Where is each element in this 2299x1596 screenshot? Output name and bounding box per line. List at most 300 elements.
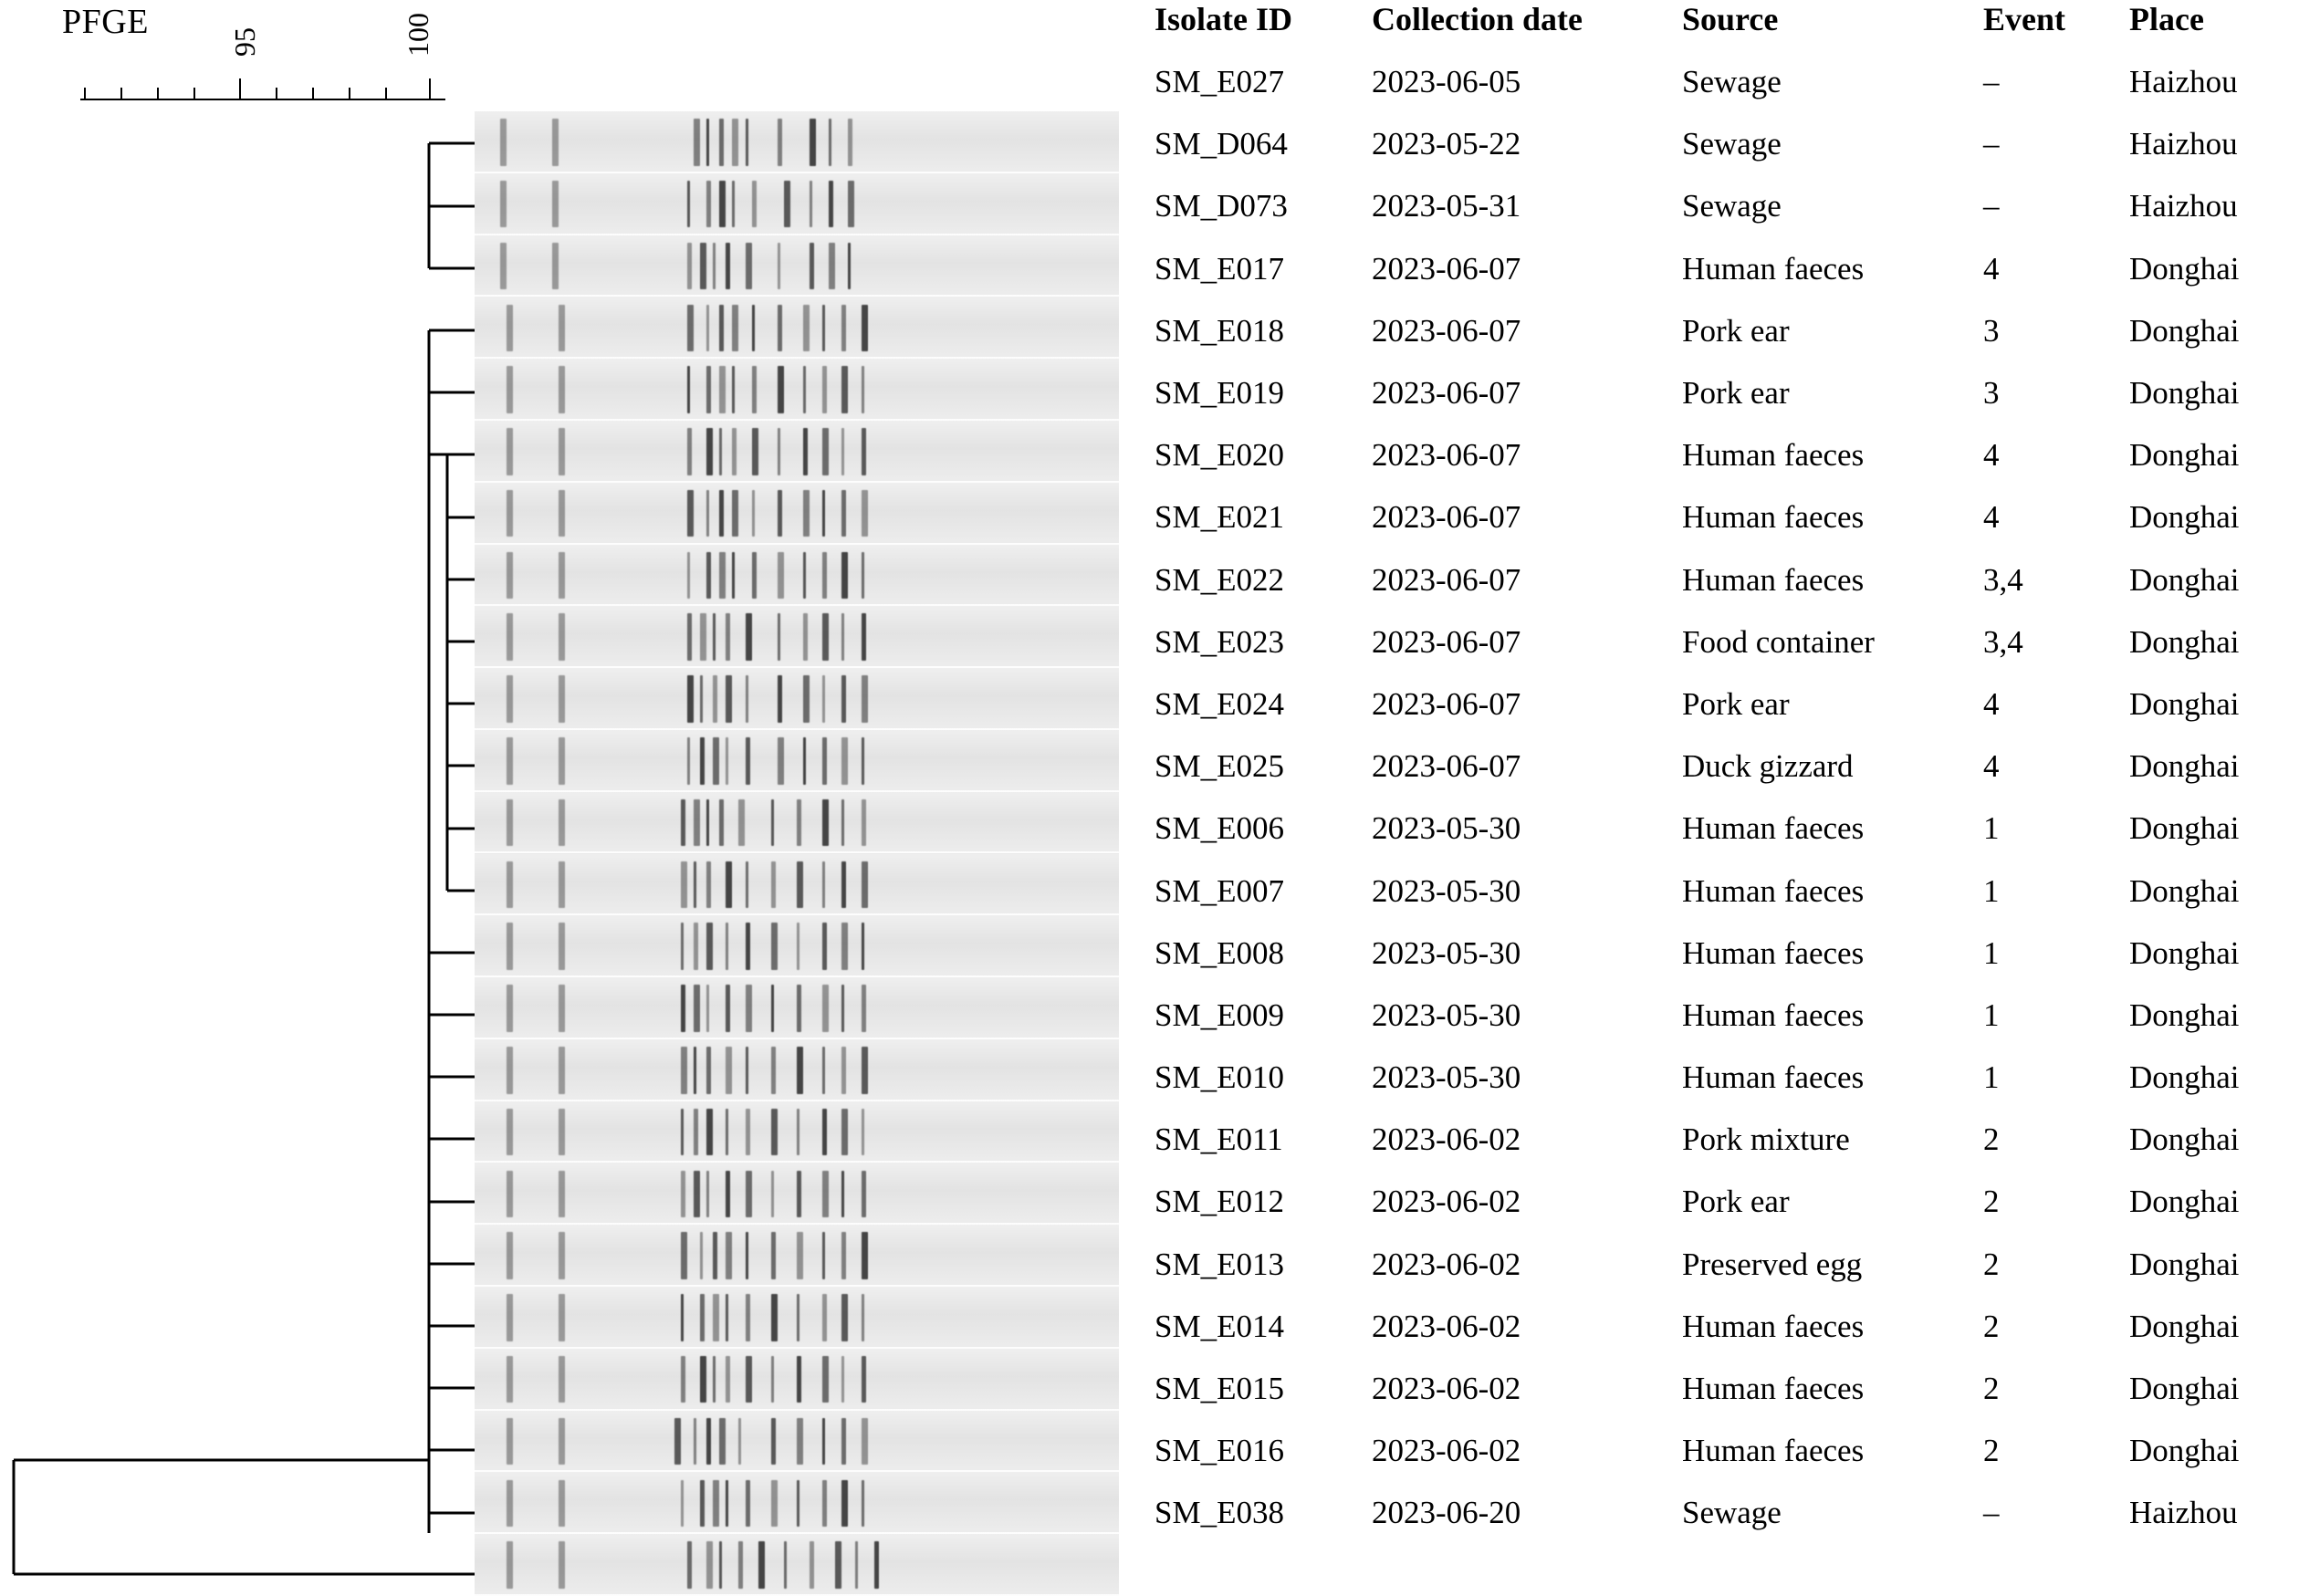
cell-collection-date: 2023-06-02 [1372,1371,1521,1407]
cell-isolate-id: SM_E016 [1155,1433,1284,1469]
gel-band [822,613,829,661]
gel-band [752,181,757,228]
gel-band [855,1541,858,1589]
cell-event: 4 [1983,250,2000,287]
gel-band [746,923,750,970]
gel-band [713,1232,717,1279]
gel-band [810,243,814,290]
gel-band [552,243,559,290]
gel-band [681,985,685,1032]
gel-band [738,1541,743,1589]
table-row [1155,424,2286,486]
cell-source: Pork ear [1682,1184,1790,1220]
cell-event: – [1983,188,2000,224]
gel-band [862,1418,868,1466]
gel-band [797,1418,803,1466]
gel-band [752,305,755,352]
cell-isolate-id: SM_E009 [1155,996,1284,1033]
gel-band [732,119,738,166]
gel-band [694,1109,698,1156]
cell-event: 4 [1983,748,2000,785]
gel-band [726,1232,732,1279]
gel-band [803,675,810,723]
gel-band [719,366,726,413]
gel-band [559,923,565,970]
gel-band [507,985,513,1032]
gel-band [500,119,507,166]
gel-band [559,613,565,661]
cell-place: Haizhou [2129,188,2238,224]
cell-source: Human faeces [1682,934,1865,971]
gel-band [559,675,565,723]
gel-band [862,552,864,600]
gel-band [778,552,784,600]
cell-isolate-id: SM_D064 [1155,126,1288,162]
gel-band [559,799,565,847]
cell-place: Haizhou [2129,64,2238,100]
cell-source: Human faeces [1682,437,1865,474]
gel-band [841,923,848,970]
gel-lane [475,297,1119,359]
gel-band [803,737,806,785]
cell-event: 3 [1983,312,2000,349]
gel-band [862,675,868,723]
gel-band [726,1356,730,1403]
table-header-row [1155,0,2286,51]
cell-source: Sewage [1682,188,1782,224]
gel-band [797,985,801,1032]
table-row [1155,611,2286,673]
gel-band [694,119,700,166]
cell-place: Donghai [2129,1121,2240,1158]
gel-band [559,1047,565,1094]
cell-isolate-id: SM_E012 [1155,1184,1284,1220]
gel-band [732,428,737,475]
cell-source: Human faeces [1682,1308,1865,1344]
gel-band [559,1171,565,1218]
gel-band [726,1294,728,1341]
gel-band [719,799,724,847]
gel-band [822,675,825,723]
gel-band [681,1356,685,1403]
gel-band [746,675,748,723]
gel-band [822,799,829,847]
gel-band [706,366,711,413]
gel-band [797,1171,801,1218]
gel-band [848,243,851,290]
gel-band [719,305,724,352]
gel-band [746,1109,750,1156]
cell-place: Donghai [2129,1184,2240,1220]
cell-place: Haizhou [2129,126,2238,162]
cell-collection-date: 2023-06-07 [1372,499,1521,536]
cell-event: 4 [1983,437,2000,474]
gel-band [771,1047,776,1094]
cell-source: Human faeces [1682,250,1865,287]
cell-place: Donghai [2129,810,2240,847]
cell-collection-date: 2023-05-22 [1372,126,1521,162]
cell-event: 1 [1983,810,2000,847]
cell-collection-date: 2023-06-07 [1372,250,1521,287]
gel-band [507,1294,513,1341]
gel-band [681,1294,684,1341]
gel-band [559,861,565,909]
gel-band [771,923,778,970]
cell-source: Pork ear [1682,312,1790,349]
gel-band [746,1294,750,1341]
gel-band [822,1171,829,1218]
gel-band [746,737,750,785]
cell-place: Donghai [2129,312,2240,349]
column-header-event: Event [1983,1,2065,37]
cell-event: – [1983,1495,2000,1531]
column-header-isolate-id: Isolate ID [1155,1,1292,37]
table-row [1155,673,2286,735]
table-row [1155,798,2286,860]
gel-band [822,428,829,475]
cell-event: 3,4 [1983,561,2023,598]
gel-band [713,675,717,723]
gel-band [706,1171,709,1218]
gel-band [862,1109,864,1156]
gel-band [681,1047,687,1094]
gel-band [746,985,752,1032]
table-row [1155,1109,2286,1171]
gel-band [732,305,738,352]
gel-band [829,119,831,166]
gel-band [841,428,844,475]
gel-band [687,490,694,537]
gel-lane [475,235,1119,297]
gel-band [771,1109,778,1156]
gel-band [687,1541,692,1589]
table-row [1155,860,2286,922]
gel-band [841,552,848,600]
gel-band [771,1171,774,1218]
gel-band [841,490,846,537]
cell-collection-date: 2023-06-02 [1372,1433,1521,1469]
cell-collection-date: 2023-06-02 [1372,1246,1521,1282]
cell-collection-date: 2023-05-30 [1372,810,1521,847]
table-row [1155,1420,2286,1482]
gel-band [687,366,690,413]
gel-lane [475,421,1119,483]
table-row [1155,985,2286,1047]
gel-band [694,1171,700,1218]
gel-band [862,923,864,970]
cell-isolate-id: SM_E014 [1155,1308,1284,1344]
cell-collection-date: 2023-06-02 [1372,1308,1521,1344]
gel-band [746,1480,750,1528]
gel-band [822,737,827,785]
cell-source: Pork ear [1682,685,1790,722]
cell-isolate-id: SM_E013 [1155,1246,1284,1282]
cell-isolate-id: SM_E018 [1155,312,1284,349]
cell-event: 3,4 [1983,623,2023,660]
gel-lane [475,730,1119,792]
gel-band [862,428,866,475]
cell-place: Donghai [2129,1059,2240,1096]
gel-band [706,1418,711,1466]
cell-collection-date: 2023-06-07 [1372,748,1521,785]
gel-band [841,1418,846,1466]
gel-band [841,861,846,909]
cell-collection-date: 2023-05-31 [1372,188,1521,224]
gel-band [862,366,864,413]
gel-band [822,923,827,970]
gel-band [746,1232,748,1279]
cell-collection-date: 2023-05-30 [1372,934,1521,971]
gel-band [726,1171,730,1218]
gel-band [700,1356,706,1403]
gel-band [559,1109,565,1156]
gel-band [507,1109,513,1156]
cell-place: Donghai [2129,561,2240,598]
gel-band [752,428,758,475]
gel-lane [475,915,1119,977]
gel-band [862,1171,866,1218]
gel-band [862,985,866,1032]
column-header-source: Source [1682,1,1779,37]
gel-band [559,1418,565,1466]
gel-band [862,490,868,537]
gel-band [771,1356,774,1403]
gel-band [507,305,513,352]
gel-band [797,1047,803,1094]
cell-event: 4 [1983,499,2000,536]
gel-band [706,985,709,1032]
cell-place: Haizhou [2129,1495,2238,1531]
cell-source: Human faeces [1682,996,1865,1033]
gel-band [746,861,748,909]
gel-band [862,613,866,661]
gel-band [700,613,706,661]
table-row [1155,175,2286,237]
gel-band [674,1418,681,1466]
cell-isolate-id: SM_E007 [1155,872,1284,909]
cell-event: 1 [1983,872,2000,909]
gel-band [862,1356,866,1403]
gel-band [778,366,784,413]
gel-band [841,1047,846,1094]
gel-band [559,985,565,1032]
gel-band [778,490,782,537]
gel-band [732,490,738,537]
gel-band [810,1541,814,1589]
cell-source: Food container [1682,623,1875,660]
gel-band [841,1109,848,1156]
gel-band [719,552,726,600]
gel-lane [475,173,1119,235]
gel-band [719,1541,722,1589]
cell-place: Donghai [2129,499,2240,536]
cell-collection-date: 2023-06-07 [1372,561,1521,598]
gel-lane [475,1225,1119,1287]
gel-band [687,675,694,723]
gel-lane [475,1472,1119,1534]
gel-band [797,799,801,847]
cell-place: Donghai [2129,1246,2240,1282]
gel-band [822,861,825,909]
gel-band [829,243,835,290]
cell-event: – [1983,64,2000,100]
gel-band [797,1232,803,1279]
gel-lane [475,977,1119,1039]
cell-source: Human faeces [1682,561,1865,598]
gel-lane [475,606,1119,668]
gel-band [559,1541,565,1589]
gel-band [559,737,565,785]
column-header-collection-date: Collection date [1372,1,1583,37]
dendrogram-tree [0,0,475,1596]
gel-band [822,985,829,1032]
gel-band [746,613,752,661]
cell-place: Donghai [2129,250,2240,287]
gel-band [681,1171,685,1218]
gel-band [694,985,700,1032]
cell-place: Donghai [2129,872,2240,909]
gel-band [507,490,513,537]
gel-band [700,1232,703,1279]
gel-band [841,305,846,352]
gel-band [507,1232,513,1279]
gel-band [778,428,780,475]
gel-band [687,428,692,475]
table-row [1155,1482,2286,1544]
gel-band [803,428,808,475]
cell-collection-date: 2023-06-07 [1372,685,1521,722]
gel-band [862,861,868,909]
gel-band [694,861,696,909]
table-row [1155,735,2286,798]
cell-source: Preserved egg [1682,1246,1863,1282]
cell-collection-date: 2023-06-07 [1372,437,1521,474]
gel-band [797,1294,799,1341]
gel-band [559,490,565,537]
gel-band [822,490,825,537]
gel-band [700,1294,705,1341]
cell-isolate-id: SM_E008 [1155,934,1284,971]
cell-isolate-id: SM_E006 [1155,810,1284,847]
pfge-gel-image [475,111,1119,1596]
gel-band [752,552,757,600]
gel-band [726,923,728,970]
table-row [1155,923,2286,985]
dendrogram-panel [0,0,475,1596]
gel-band [784,181,790,228]
gel-band [706,428,713,475]
cell-event: 1 [1983,1059,2000,1096]
table-row [1155,238,2286,300]
gel-lane [475,792,1119,854]
cell-isolate-id: SM_E021 [1155,499,1284,536]
cell-source: Pork ear [1682,375,1790,412]
gel-band [687,613,692,661]
gel-band [713,1480,719,1528]
gel-band [507,861,513,909]
cell-place: Donghai [2129,1371,2240,1407]
gel-band [803,613,808,661]
gel-band [848,119,852,166]
gel-band [803,490,810,537]
gel-lane [475,545,1119,607]
gel-band [822,552,827,600]
cell-place: Donghai [2129,1308,2240,1344]
gel-band [778,305,782,352]
gel-band [706,305,709,352]
gel-lane [475,1411,1119,1473]
gel-band [700,737,705,785]
gel-lane [475,111,1119,173]
table-row [1155,300,2286,362]
gel-band [862,305,868,352]
gel-band [746,119,748,166]
gel-band [507,366,513,413]
gel-band [559,1294,565,1341]
cell-source: Sewage [1682,126,1782,162]
gel-band [507,1418,513,1466]
gel-band [713,1356,716,1403]
gel-band [681,1109,684,1156]
gel-band [771,861,776,909]
cell-isolate-id: SM_E023 [1155,623,1284,660]
scale-tick-label-100: 100 [402,13,434,57]
gel-band [822,1047,825,1094]
table-row [1155,486,2286,548]
cell-place: Donghai [2129,375,2240,412]
gel-lane [475,1287,1119,1349]
gel-band [687,737,690,785]
cell-source: Sewage [1682,1495,1782,1531]
gel-band [829,181,833,228]
cell-isolate-id: SM_E025 [1155,748,1284,785]
cell-collection-date: 2023-06-02 [1372,1184,1521,1220]
gel-band [706,490,709,537]
table-row [1155,1171,2286,1233]
cell-isolate-id: SM_D073 [1155,188,1288,224]
gel-band [681,923,684,970]
gel-band [507,428,513,475]
gel-band [726,613,730,661]
gel-band [719,181,726,228]
cell-collection-date: 2023-06-07 [1372,623,1521,660]
gel-band [810,181,812,228]
gel-band [778,675,782,723]
gel-band [713,243,716,290]
gel-band [700,675,703,723]
gel-band [559,552,565,600]
gel-band [784,1541,787,1589]
cell-source: Human faeces [1682,872,1865,909]
gel-band [706,181,711,228]
gel-band [681,861,687,909]
cell-source: Human faeces [1682,810,1865,847]
gel-band [732,181,735,228]
gel-band [706,1047,711,1094]
cell-isolate-id: SM_E022 [1155,561,1284,598]
gel-lane [475,1534,1119,1596]
cell-isolate-id: SM_E019 [1155,375,1284,412]
gel-band [726,675,732,723]
gel-band [719,428,722,475]
gel-band [778,737,784,785]
gel-band [822,1480,827,1528]
gel-band [803,552,806,600]
gel-band [726,737,728,785]
gel-band [559,1356,565,1403]
gel-band [841,613,844,661]
gel-lane [475,854,1119,916]
